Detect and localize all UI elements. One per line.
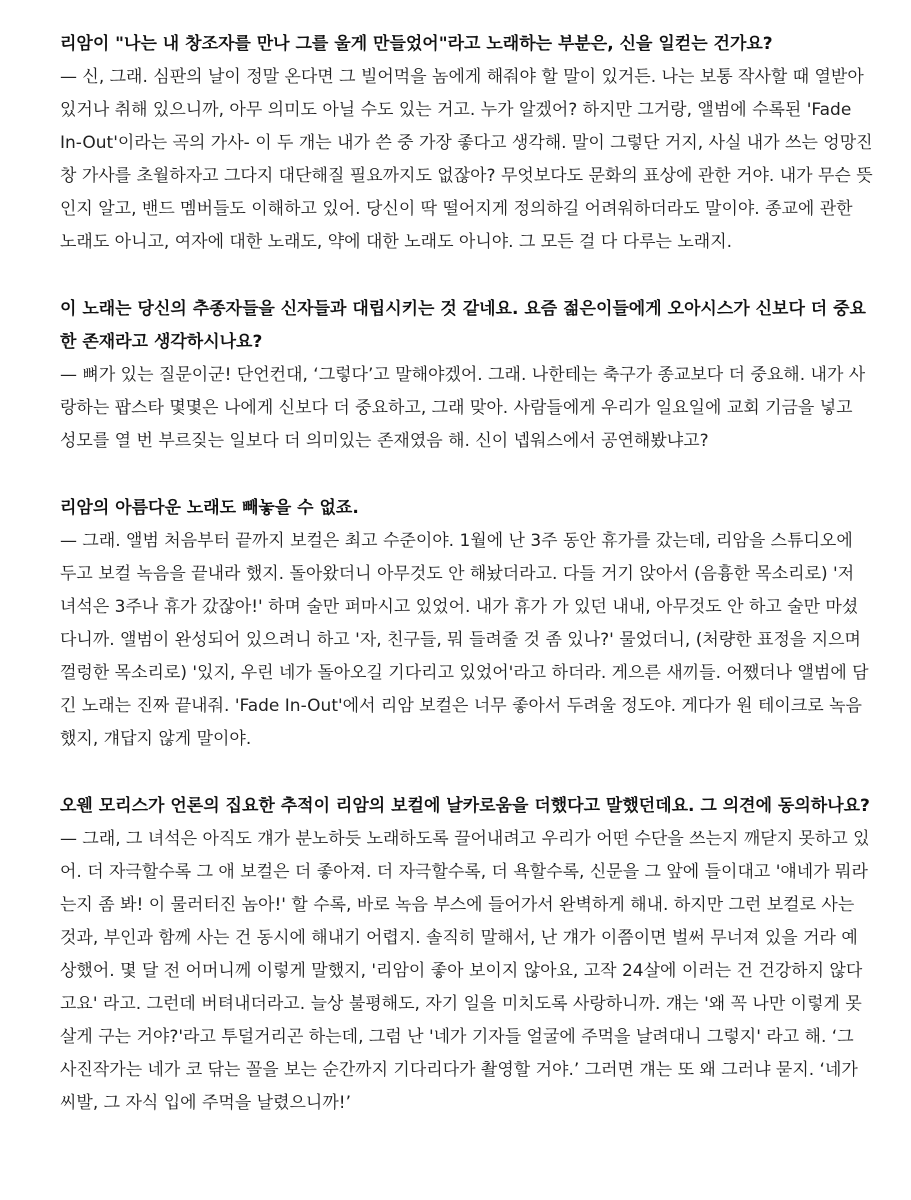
answer-text: — 뼈가 있는 질문이군! 단언컨대, ‘그렇다’고 말해야겠어. 그래. 나한테는 축구가 종교보다 더 중요해. 내가 사랑하는 팝스타 몇몇은 나에게 신보다 더 중요하고, 그래 맞아. 사람들에게 우리가 일요일에 교회 기금을 넣고 성모를 열 번 부르짖는 일보다 더 의미있는 존재였음 해. 신이 넵워스에서 공연해봤냐고? bbox=[60, 365, 866, 451]
question-text: 리암이 "나는 내 창조자를 만나 그를 울게 만들었어"라고 노래하는 부분은, 신을 일컫는 건가요? bbox=[60, 34, 773, 54]
question-text: 리암의 아름다운 노래도 빼놓을 수 없죠. bbox=[60, 498, 359, 518]
qa-section-2 bbox=[60, 293, 873, 458]
question-text: 이 노래는 당신의 추종자들을 신자들과 대립시키는 것 같네요. 요즘 젊은이들에게 오아시스가 신보다 더 중요한 존재라고 생각하시나요? bbox=[60, 299, 866, 352]
answer-text: — 그래, 그 녀석은 아직도 걔가 분노하듯 노래하도록 끌어내려고 우리가 어떤 수단을 쓰는지 깨닫지 못하고 있어. 더 자극할수록 그 애 보컬은 더 좋아져. 더 자극할수록, 더 욕할수록, 신문을 그 앞에 들이대고 '얘네가 뭐라는지 좀 봐! 이 물러터진 놈아!' 할 수록, 바로 녹음 부스에 들어가서 완벽하게 해내. 하지만 그런 보컬로 사는 것과, 부인과 함께 사는 건 동시에 해내기 어렵지. 솔직히 말해서, 난 걔가 이쯤이면 벌써 무너져 있을 거라 예상했어. 몇 달 전 어머니께 이렇게 말했지, '리암이 좋아 보이지 않아요, 고작 24살에 이러는 건 건강하지 않다고요' 라고. 그런데 버텨내더라고. 늘상 불평해도, 자기 일을 미치도록 사랑하니까. 걔는 '왜 꼭 나만 이렇게 못살게 구는 거야?'라고 투덜거리곤 하는데, 그럼 난 '네가 기자들 얼굴에 주먹을 날려대니 그렇지' 라고 해. ‘그 사진작가는 네가 코 닦는 꼴을 보는 순간까지 기다리다가 촬영할 거야.’ 그러면 걔는 또 왜 그러냐 묻지. ‘네가 씨발, 그 자식 입에 주먹을 날렸으니까!’ bbox=[60, 829, 870, 1113]
qa-section-4 bbox=[60, 790, 873, 1120]
qa-section-1 bbox=[60, 28, 873, 259]
answer-text: — 신, 그래. 심판의 날이 정말 온다면 그 빌어먹을 놈에게 해줘야 할 말이 있거든. 나는 보통 작사할 때 열받아 있거나 취해 있으니까, 아무 의미도 아닐 수도 있는 거고. 누가 알겠어? 하지만 그거랑, 앨범에 수록된 'Fade In-Out'이라는 곡의 가사- 이 두 개는 내가 쓴 중 가장 좋다고 생각해. 말이 그렇단 거지, 사실 내가 쓰는 엉망진창 가사를 초월하자고 그다지 대단해질 필요까지도 없잖아? 무엇보다도 문화의 표상에 관한 거야. 내가 무슨 뜻인지 알고, 밴드 멤버들도 이해하고 있어. 당신이 딱 떨어지게 정의하길 어려워하더라도 말이야. 종교에 관한 노래도 아니고, 여자에 대한 노래도, 약에 대한 노래도 아니야. 그 모든 걸 다 다루는 노래지. bbox=[60, 67, 873, 252]
question-text: 오웬 모리스가 언론의 집요한 추적이 리암의 보컬에 날카로움을 더했다고 말했던데요. 그 의견에 동의하나요? bbox=[60, 796, 870, 816]
answer-text: — 그래. 앨범 처음부터 끝까지 보컬은 최고 수준이야. 1월에 난 3주 동안 휴가를 갔는데, 리암을 스튜디오에 두고 보컬 녹음을 끝내라 했지. 돌아왔더니 아무것도 안 해놨더라고. 다들 거기 앉아서 (음흉한 목소리로) '저 녀석은 3주나 휴가 갔잖아!' 하며 술만 퍼마시고 있었어. 내가 휴가 가 있던 내내, 아무것도 안 하고 술만 마셨다니까. 앨범이 완성되어 있으려니 하고 '자, 친구들, 뭐 들려줄 것 좀 있나?' 물었더니, (처량한 표정을 지으며 껄렁한 목소리로) '있지, 우린 네가 돌아오길 기다리고 있었어'라고 하더라. 게으른 새끼들. 어쨌더나 앨범에 담긴 노래는 진짜 끝내줘. 'Fade In-Out'에서 리암 보컬은 너무 좋아서 두려울 정도야. 게다가 원 테이크로 녹음했지, 걔답지 않게 말이야. bbox=[60, 531, 869, 749]
qa-section-3 bbox=[60, 492, 873, 756]
